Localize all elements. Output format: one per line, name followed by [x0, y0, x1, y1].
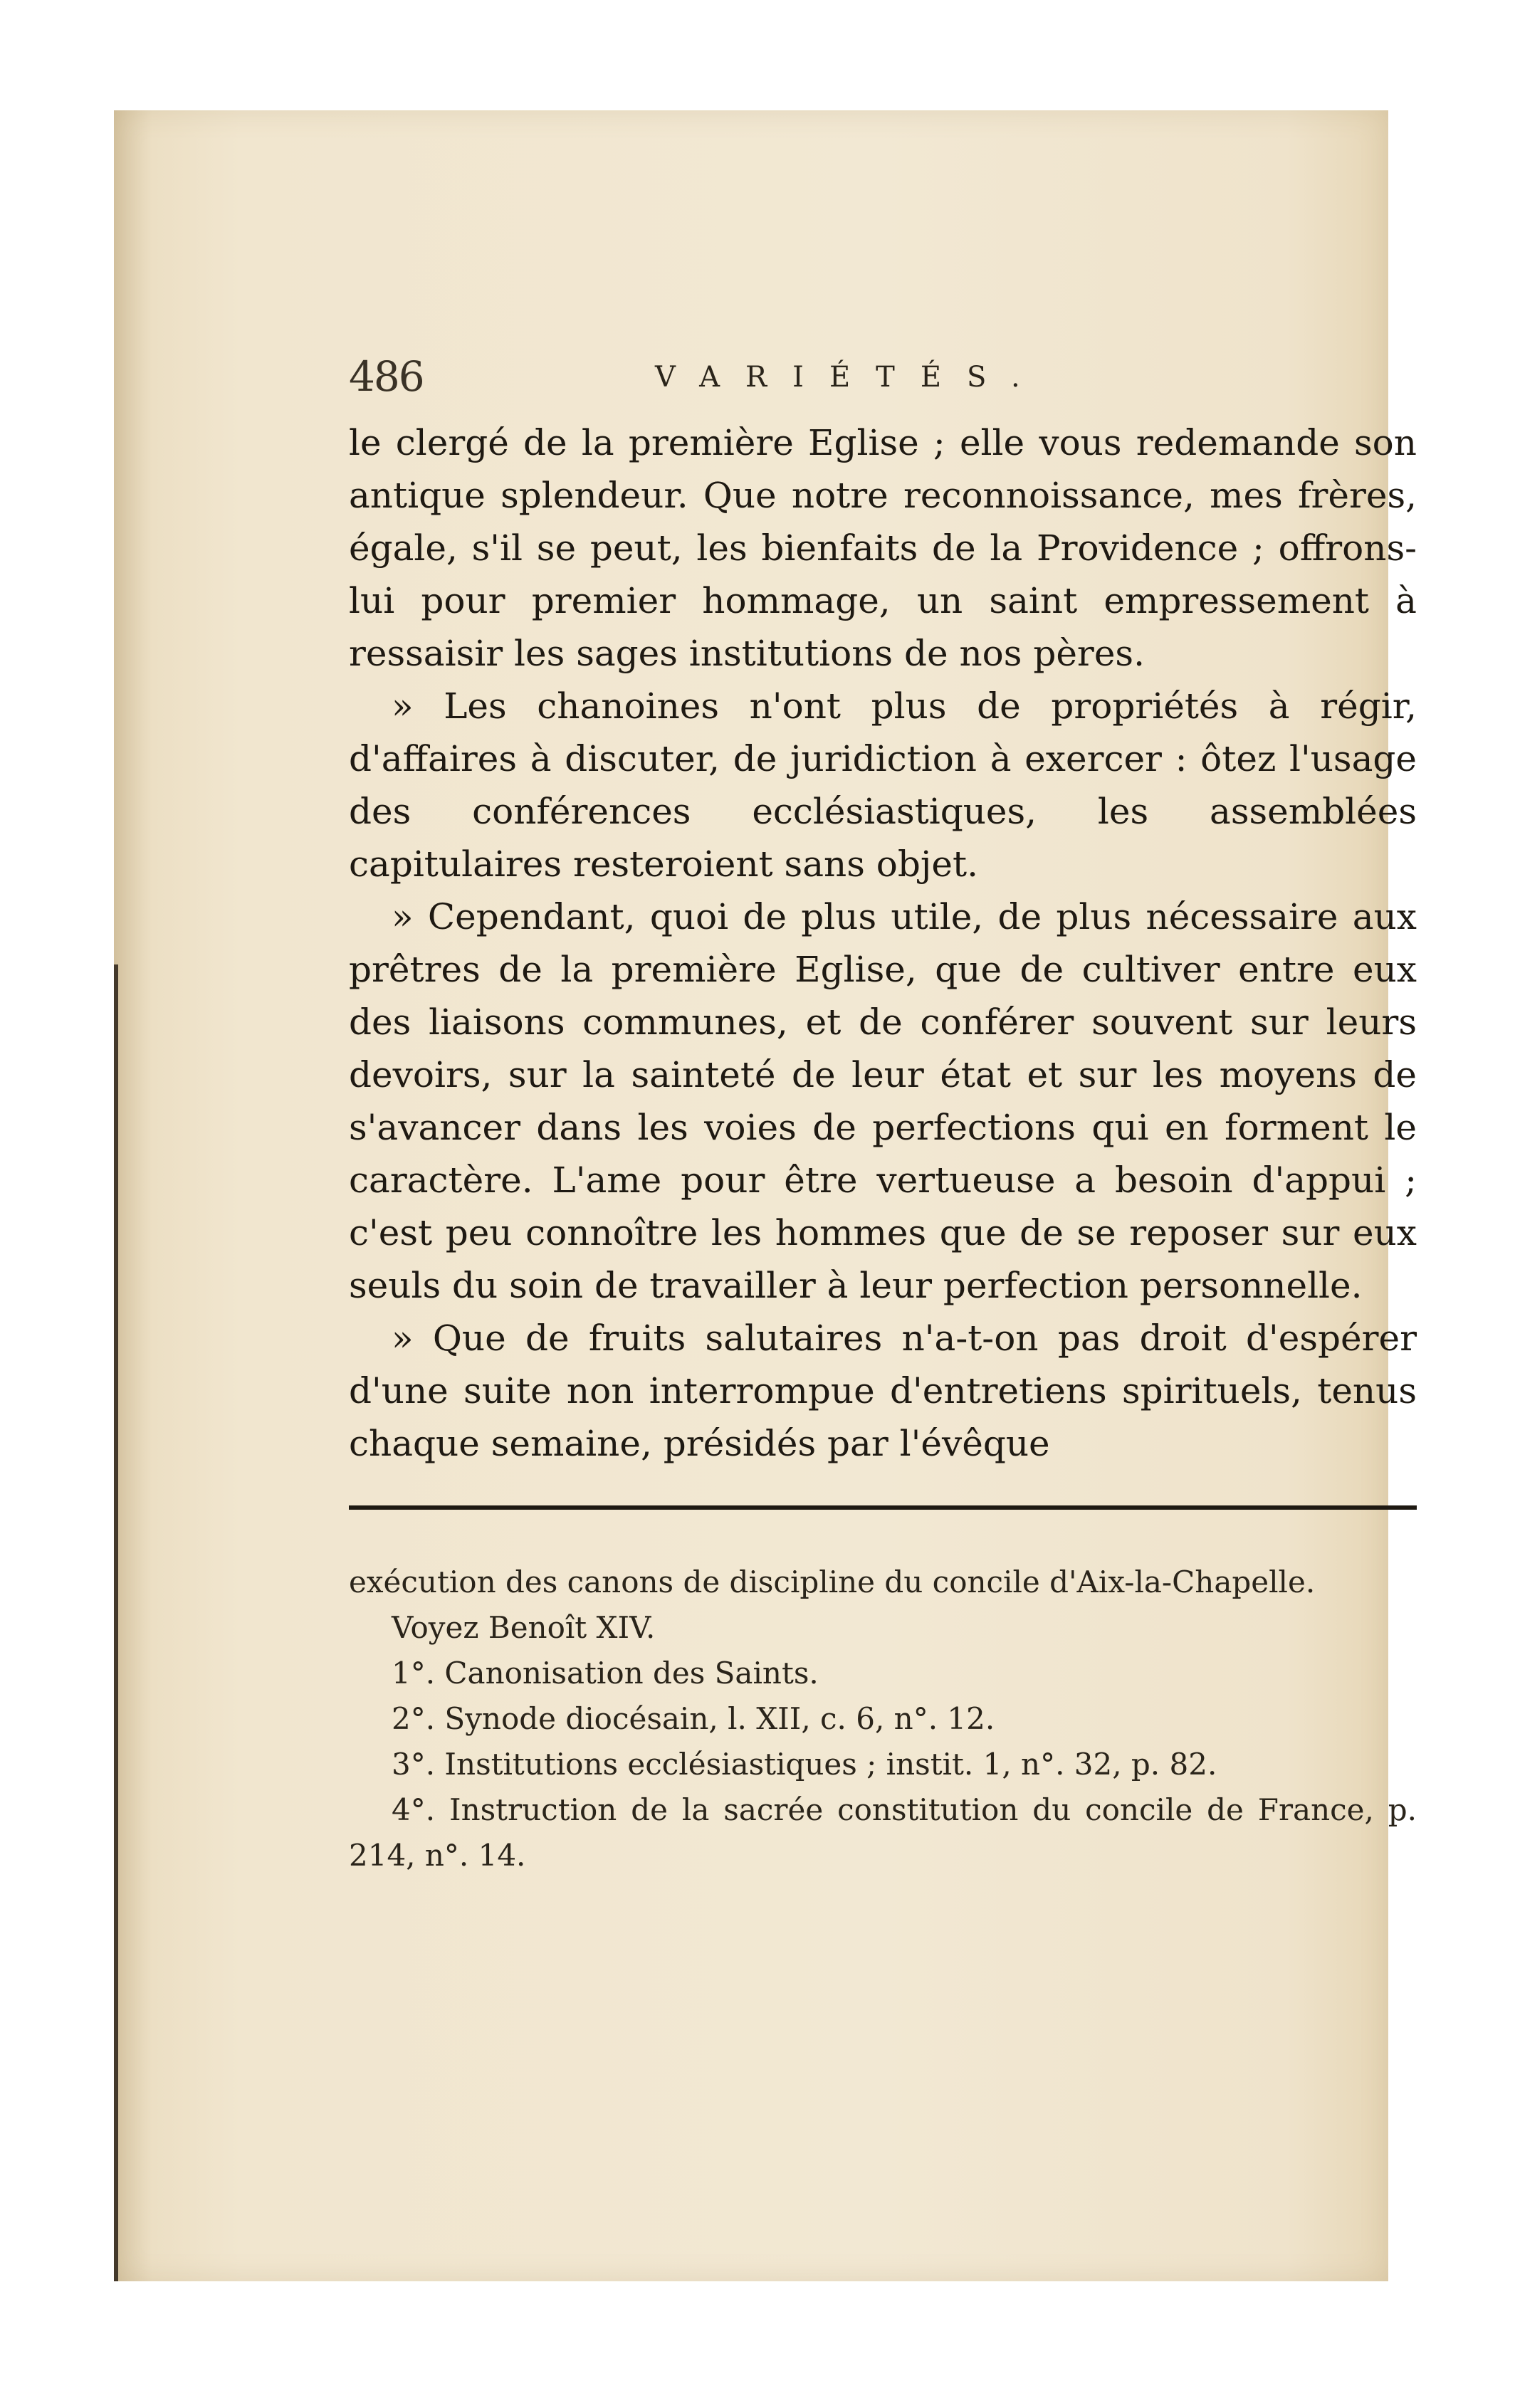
book-page	[114, 110, 1417, 2281]
footnote-line-6: 4°. Instruction de la sacrée constitution du concile de France, p. 214, n°. 14.	[349, 1792, 1417, 1873]
footnote-line-3: 1°. Canonisation des Saints.	[392, 1656, 819, 1691]
text-block	[349, 345, 1417, 1878]
footnotes	[349, 1560, 1417, 1878]
body-paragraph-2: » Les chanoines n'ont plus de propriétés à régir, d'affaires à discuter, de juridiction à exercer : ôtez l'usage des conférences ecclésiastiques, les assemblées capitulaires resteroient sans objet.	[349, 685, 1417, 885]
running-title: VARIÉTÉS.	[655, 361, 1046, 394]
body-paragraph-1: le clergé de la première Eglise ; elle vous redemande son antique splendeur. Que notre reconnoissance, mes frères, égale, s'il se peut, les bienfaits de la Providence ; offrons-lui pour premier hommage, un saint empressement à ressaisir les sages institutions de nos pères.	[349, 422, 1417, 674]
footnote-line-5: 3°. Institutions ecclésiastiques ; instit. 1, n°. 32, p. 82.	[392, 1747, 1217, 1782]
page-number: 486	[349, 352, 424, 401]
running-head	[349, 345, 1417, 416]
footnote-line-1: exécution des canons de discipline du concile d'Aix-la-Chapelle.	[349, 1565, 1316, 1599]
footnote-divider	[349, 1505, 1417, 1510]
body-paragraph-3: » Cependant, quoi de plus utile, de plus nécessaire aux prêtres de la première Eglise, que de cultiver entre eux des liaisons communes, et de conférer souvent sur leurs devoirs, sur la sainteté de leur état et sur les moyens de s'avancer dans les voies de perfections qui en forment le caractère. L'ame pour être vertueuse a besoin d'appui ; c'est peu connoître les hommes que de se reposer sur eux seuls du soin de travailler à leur perfection personnelle.	[349, 896, 1417, 1306]
body-paragraph-4: » Que de fruits salutaires n'a-t-on pas droit d'espérer d'une suite non interrompue d'entretiens spirituels, tenus chaque semaine, présidés par l'évêque	[349, 1318, 1417, 1464]
body-text	[349, 416, 1417, 1470]
footnote-line-4: 2°. Synode diocésain, l. XII, c. 6, n°. 12.	[392, 1701, 995, 1736]
footnote-line-2: Voyez Benoît XIV.	[392, 1610, 656, 1645]
